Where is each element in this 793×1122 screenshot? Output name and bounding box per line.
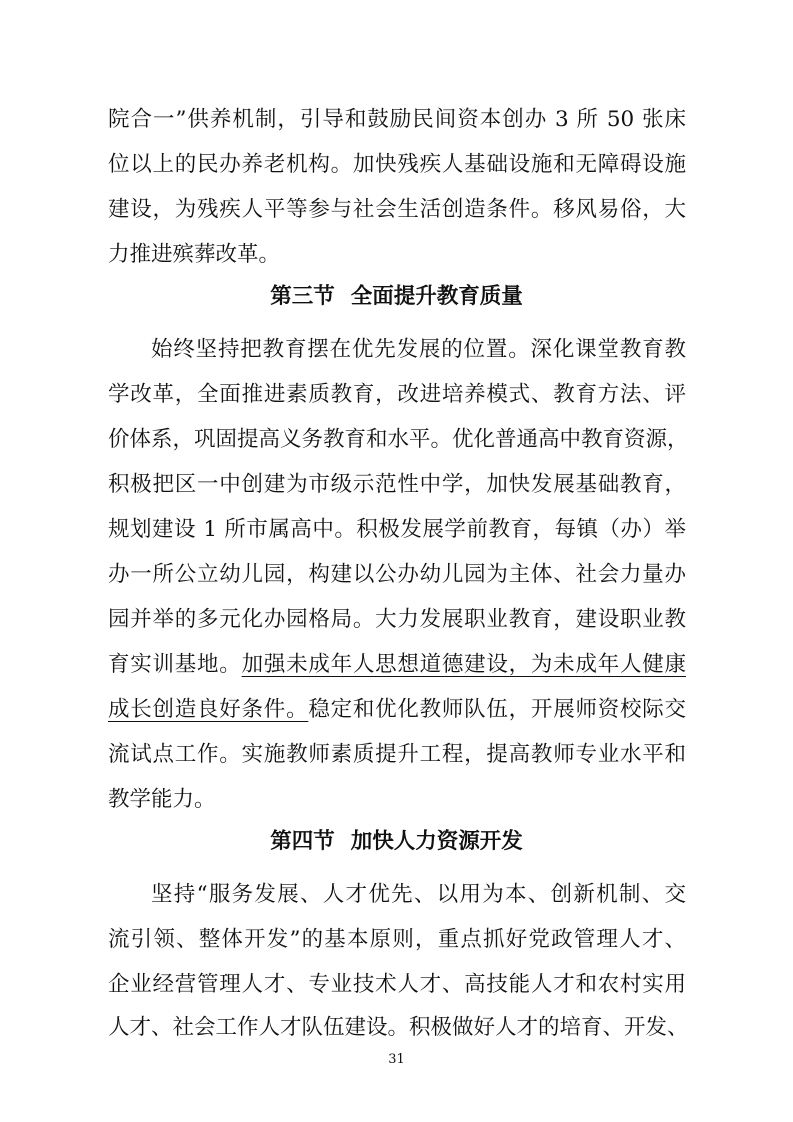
- paragraph-line: 建设，为残疾人平等参与社会生活创造条件。移风易俗，大: [108, 197, 686, 222]
- section-number: 第四节: [270, 829, 335, 854]
- paragraph-line: 办一所公立幼儿园，构建以公办幼儿园为主体、社会力量办: [108, 562, 686, 587]
- paragraph-line: 力推进殡葬改革。: [108, 242, 281, 267]
- section-number: 第三节: [270, 284, 335, 309]
- paragraph-line: 园并举的多元化办园格局。大力发展职业教育，建设职业教: [108, 607, 686, 632]
- section-title: 加快人力资源开发: [350, 829, 523, 854]
- paragraph-line: 流引领、整体开发”的基本原则，重点抓好党政管理人才、: [108, 927, 686, 952]
- section-title: 全面提升教育质量: [350, 284, 523, 309]
- paragraph-line: 学改革，全面推进素质教育，改进培养模式、教育方法、评: [108, 382, 686, 407]
- section-heading: [0, 822, 793, 862]
- paragraph-line: 价体系，巩固提高义务教育和水平。优化普通高中教育资源，: [108, 427, 689, 452]
- paragraph-line: 院合一”供养机制，引导和鼓励民间资本创办 3 所 50 张床: [108, 107, 686, 132]
- plain-text: 稳定和优化教师队伍，开展师资校际交: [308, 697, 686, 722]
- paragraph-line: 规划建设 1 所市属高中。积极发展学前教育，每镇（办）举: [108, 517, 686, 542]
- paragraph-line: 流试点工作。实施教师素质提升工程，提高教师专业水平和: [108, 742, 686, 767]
- paragraph-line: 企业经营管理人才、专业技术人才、高技能人才和农村实用: [108, 972, 686, 997]
- paragraph-line: 始终坚持把教育摆在优先发展的位置。深化课堂教育教: [151, 337, 686, 362]
- underlined-text: 成长创造良好条件。: [108, 697, 309, 722]
- paragraph-line: 坚持“服务发展、人才优先、以用为本、创新机制、交: [151, 882, 686, 907]
- paragraph-line: 教学能力。: [108, 787, 216, 812]
- paragraph-line: [108, 646, 686, 684]
- paragraph-line: 积极把区一中创建为市级示范性中学，加快发展基础教育，: [108, 472, 686, 497]
- section-heading: [0, 277, 793, 317]
- paragraph-line: 人才、社会工作人才队伍建设。积极做好人才的培育、开发、: [108, 1015, 689, 1040]
- underlined-text: 加强未成年人思想道德建设，为未成年人健康: [241, 652, 686, 677]
- paragraph-line: [108, 691, 686, 729]
- page-number: 31: [388, 1052, 405, 1067]
- plain-text: 育实训基地。: [108, 652, 242, 677]
- paragraph-line: 位以上的民办养老机构。加快残疾人基础设施和无障碍设施: [108, 152, 686, 177]
